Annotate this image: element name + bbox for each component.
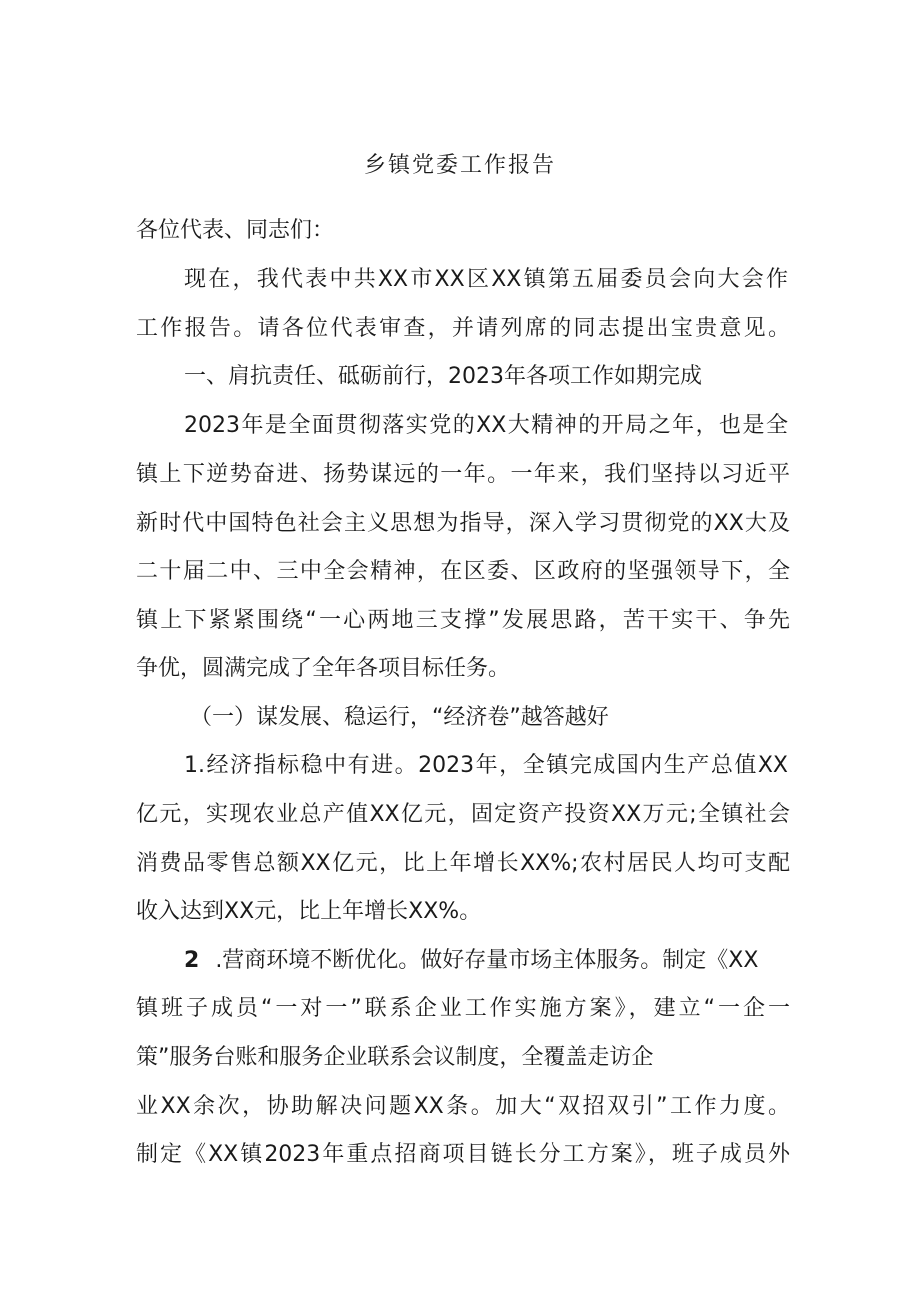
item-number-label: 2 bbox=[184, 948, 200, 973]
paragraph-line: 消费品零售总额XX亿元，比上年增长XX%;农村居民人均可支配 bbox=[136, 851, 790, 876]
paragraph-line: 2023年是全面贯彻落实党的XX大精神的开局之年，也是全 bbox=[184, 413, 788, 438]
paragraph-line: 收入达到XX元，比上年增长XX%。 bbox=[136, 899, 482, 924]
paragraph-line: 制定《XX镇2023年重点招商项目链长分工方案》，班子成员外 bbox=[136, 1142, 790, 1167]
paragraph-line: 亿元，实现农业总产值XX亿元，固定资产投资XX万元;全镇社会 bbox=[136, 802, 790, 827]
paragraph-line: 业XX余次，协助解决问题XX条。加大“双招双引”工作力度。 bbox=[136, 1094, 790, 1119]
paragraph-line: 镇上下逆势奋进、扬势谋远的一年。一年来，我们坚持以习近平 bbox=[136, 462, 790, 487]
paragraph-line: 镇上下紧紧围绕“一心两地三支撑”发展思路，苦干实干、争先 bbox=[136, 608, 790, 633]
subsection-heading: （一）谋发展、稳运行，“经济卷”越答越好 bbox=[190, 705, 609, 730]
paragraph-line: 现在，我代表中共XX市XX区XX镇第五届委员会向大会作 bbox=[184, 267, 788, 292]
document-title: 乡镇党委工作报告 bbox=[363, 153, 556, 178]
greeting-line: 各位代表、同志们： bbox=[136, 218, 335, 243]
paragraph-line: 新时代中国特色社会主义思想为指导，深入学习贯彻党的XX大及 bbox=[136, 511, 790, 536]
paragraph-line: 1.经济指标稳中有进。2023年，全镇完成国内生产总值XX bbox=[184, 753, 788, 778]
paragraph-line: 镇班子成员“一对一”联系企业工作实施方案》，建立“一企一 bbox=[136, 996, 790, 1021]
paragraph-line: 二十届二中、三中全会精神，在区委、区政府的坚强领导下，全 bbox=[136, 559, 790, 584]
paragraph-line-rest: .营商环境不断优化。做好存量市场主体服务。制定《XX bbox=[215, 948, 759, 973]
paragraph-line: 争优，圆满完成了全年各项目标任务。 bbox=[136, 656, 511, 681]
paragraph-line: 工作报告。请各位代表审查，并请列席的同志提出宝贵意见。 bbox=[136, 316, 790, 341]
item-number bbox=[184, 943, 758, 979]
section-heading: 一、肩抗责任、砥砺前行，2023年各项工作如期完成 bbox=[184, 364, 702, 389]
paragraph-line: 策”服务台账和服务企业联系会议制度，全覆盖走访企 bbox=[136, 1045, 654, 1070]
